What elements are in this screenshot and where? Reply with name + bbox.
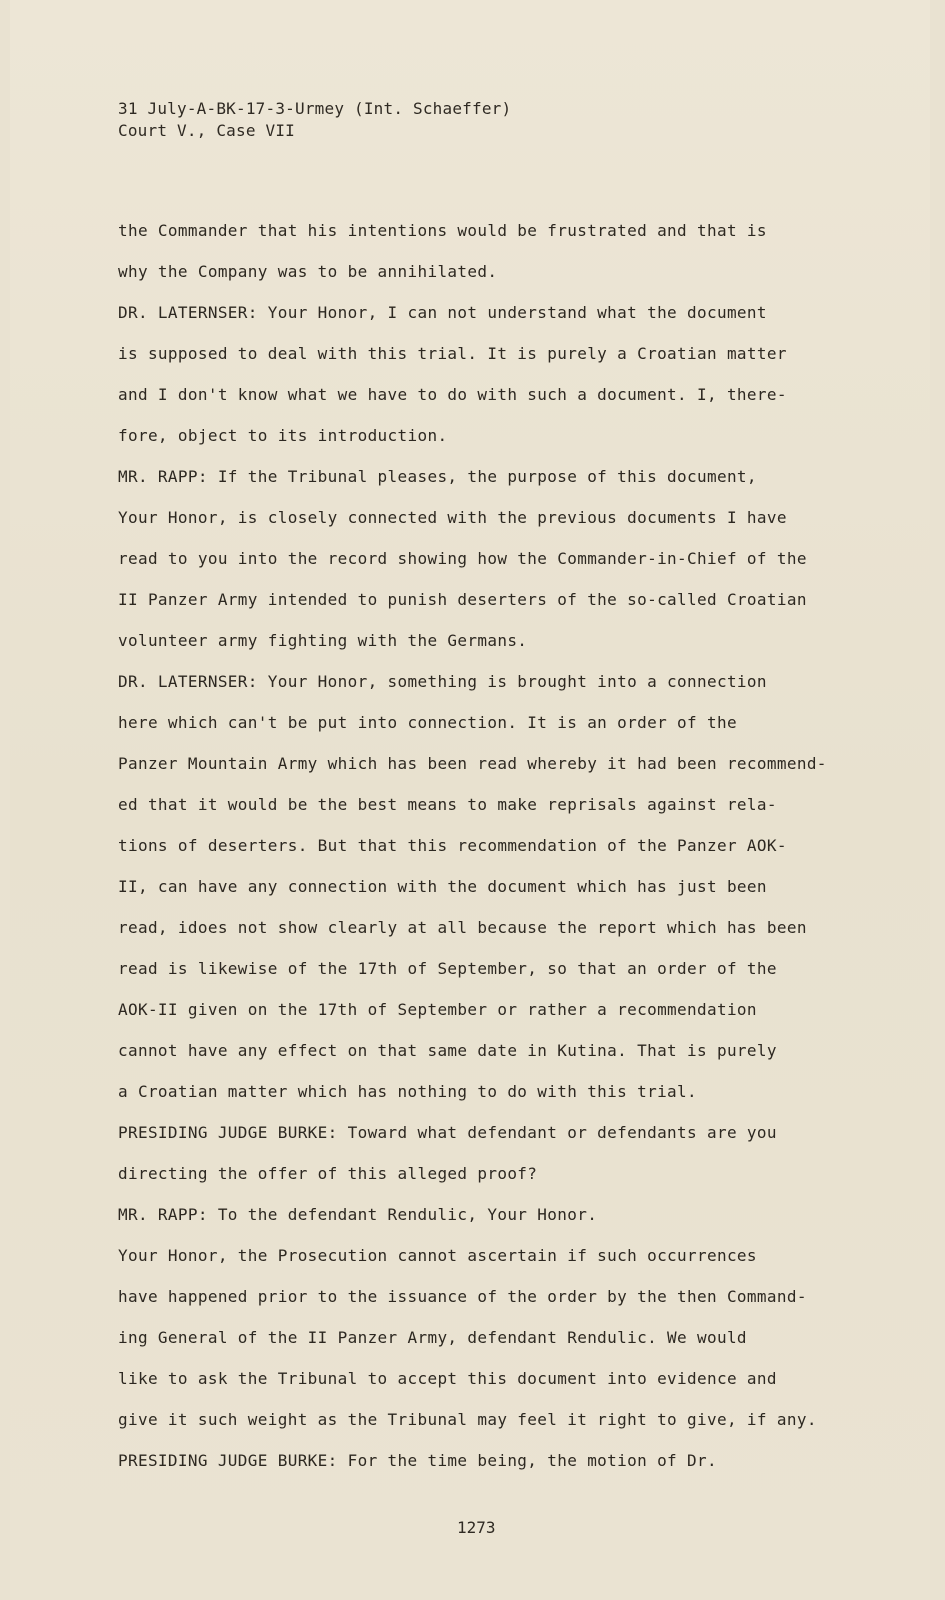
text-line: PRESIDING JUDGE BURKE: Toward what defendant or defendants are you (118, 1123, 777, 1142)
text-line: read is likewise of the 17th of September, so that an order of the (118, 959, 777, 978)
text-line: is supposed to deal with this trial. It is purely a Croatian matter (118, 344, 787, 363)
text-line: read to you into the record showing how the Commander-in-Chief of the (118, 549, 807, 568)
text-line: the Commander that his intentions would be frustrated and that is (118, 221, 767, 240)
text-line: Your Honor, is closely connected with the previous documents I have (118, 508, 787, 527)
text-line: read, idoes not show clearly at all because the report which has been (118, 918, 807, 937)
text-line: directing the offer of this alleged proof? (118, 1164, 538, 1183)
text-line: Your Honor, the Prosecution cannot ascertain if such occurrences (118, 1246, 757, 1265)
header-line-2: Court V., Case VII (118, 121, 295, 140)
text-line: II Panzer Army intended to punish deserters of the so-called Croatian (118, 590, 807, 609)
text-line: MR. RAPP: To the defendant Rendulic, Your Honor. (118, 1205, 598, 1224)
document-header (118, 98, 511, 142)
text-line: like to ask the Tribunal to accept this document into evidence and (118, 1369, 777, 1388)
text-line: have happened prior to the issuance of the order by the then Command- (118, 1287, 807, 1306)
text-line: a Croatian matter which has nothing to do with this trial. (118, 1082, 698, 1101)
text-line: AOK-II given on the 17th of September or rather a recommendation (118, 1000, 757, 1019)
text-line: PRESIDING JUDGE BURKE: For the time being, the motion of Dr. (118, 1451, 717, 1470)
text-line: here which can't be put into connection. It is an order of the (118, 713, 737, 732)
page-number: 1273 (457, 1518, 496, 1537)
text-line: fore, object to its introduction. (118, 426, 448, 445)
text-line: MR. RAPP: If the Tribunal pleases, the purpose of this document, (118, 467, 757, 486)
header-line-1: 31 July-A-BK-17-3-Urmey (Int. Schaeffer) (118, 99, 512, 118)
text-line: tions of deserters. But that this recommendation of the Panzer AOK- (118, 836, 787, 855)
text-line: and I don't know what we have to do with such a document. I, there- (118, 385, 787, 404)
text-line: Panzer Mountain Army which has been read whereby it had been recommend- (118, 754, 827, 773)
text-line: give it such weight as the Tribunal may feel it right to give, if any. (118, 1410, 817, 1429)
text-line: cannot have any effect on that same date in Kutina. That is purely (118, 1041, 777, 1060)
text-line: volunteer army fighting with the Germans. (118, 631, 528, 650)
text-line: ing General of the II Panzer Army, defendant Rendulic. We would (118, 1328, 747, 1347)
text-line: DR. LATERNSER: Your Honor, I can not understand what the document (118, 303, 767, 322)
text-line: ed that it would be the best means to make reprisals against rela- (118, 795, 777, 814)
text-line: DR. LATERNSER: Your Honor, something is brought into a connection (118, 672, 767, 691)
text-line: II, can have any connection with the document which has just been (118, 877, 767, 896)
text-line: why the Company was to be annihilated. (118, 262, 498, 281)
